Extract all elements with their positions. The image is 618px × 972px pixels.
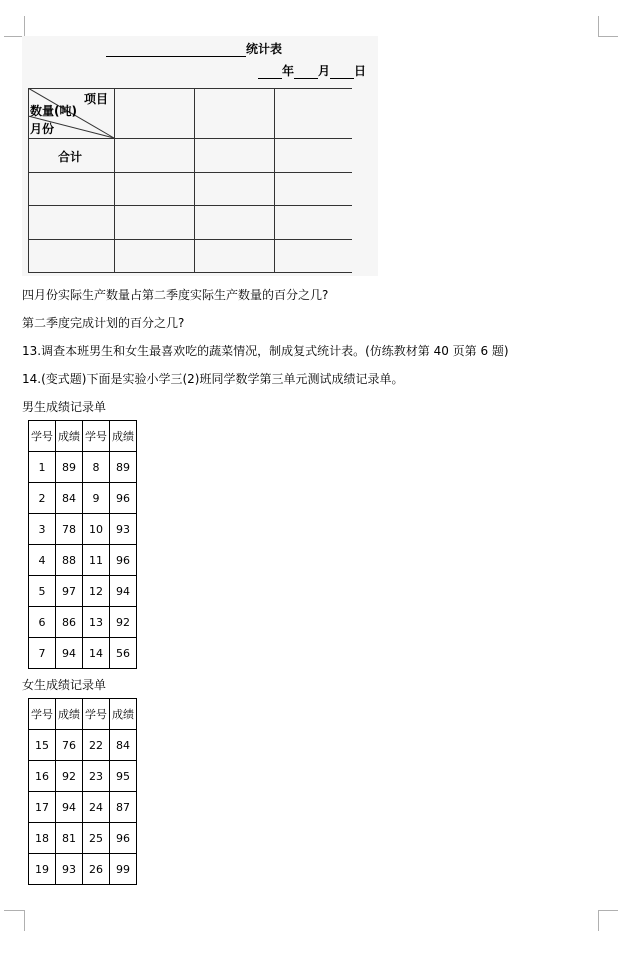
page-corner-mark (4, 16, 25, 37)
table-cell: 81 (56, 823, 83, 854)
boys-table-title: 男生成绩记录单 (22, 400, 107, 414)
header-cell: 成绩 (110, 699, 137, 730)
question-14: 14.(变式题)下面是实验小学三(2)班同学数学第三单元测试成绩记录单。 (22, 372, 404, 386)
table-cell: 8 (83, 452, 110, 483)
table-row (29, 452, 137, 483)
table-cell: 26 (83, 854, 110, 885)
page-corner-mark (598, 16, 618, 37)
table-cell: 24 (83, 792, 110, 823)
year-label: 年 (282, 64, 295, 78)
table-cell: 99 (110, 854, 137, 885)
grid-line (194, 88, 195, 273)
table-row (29, 761, 137, 792)
year-blank (258, 66, 282, 79)
table-cell: 88 (56, 545, 83, 576)
month-blank (294, 66, 318, 79)
table-cell: 93 (56, 854, 83, 885)
table-cell: 96 (110, 823, 137, 854)
table-cell: 95 (110, 761, 137, 792)
table-cell: 14 (83, 638, 110, 669)
header-cell: 学号 (83, 421, 110, 452)
day-blank (330, 66, 354, 79)
table-cell: 6 (29, 607, 56, 638)
table-cell: 18 (29, 823, 56, 854)
table-cell: 19 (29, 854, 56, 885)
header-cell: 成绩 (110, 421, 137, 452)
grid-line (28, 239, 352, 240)
question-plan-percent: 第二季度完成计划的百分之几? (22, 316, 185, 330)
table-cell: 89 (56, 452, 83, 483)
table-header-row (29, 699, 137, 730)
table-cell: 10 (83, 514, 110, 545)
table-cell: 2 (29, 483, 56, 514)
table-cell: 97 (56, 576, 83, 607)
table-cell: 15 (29, 730, 56, 761)
header-cell: 成绩 (56, 421, 83, 452)
table-cell: 84 (110, 730, 137, 761)
page-corner-mark (598, 910, 618, 931)
table-cell: 92 (110, 607, 137, 638)
title-blank (106, 44, 246, 57)
table-cell: 76 (56, 730, 83, 761)
table-cell: 84 (56, 483, 83, 514)
table-cell: 86 (56, 607, 83, 638)
table-cell: 22 (83, 730, 110, 761)
table-row (29, 638, 137, 669)
table-row (29, 576, 137, 607)
girls-table-title: 女生成绩记录单 (22, 678, 107, 692)
table-row (29, 545, 137, 576)
table-cell: 3 (29, 514, 56, 545)
table-cell: 92 (56, 761, 83, 792)
table-cell: 13 (83, 607, 110, 638)
table-cell: 56 (110, 638, 137, 669)
grid-line (28, 272, 352, 273)
table-cell: 4 (29, 545, 56, 576)
table-cell: 17 (29, 792, 56, 823)
table-row (29, 823, 137, 854)
table-cell: 94 (110, 576, 137, 607)
table-cell: 87 (110, 792, 137, 823)
grid-line (28, 172, 352, 173)
girls-score-table (28, 698, 137, 885)
header-quantity-label: 数量(吨) (30, 104, 77, 118)
table-header-row (29, 421, 137, 452)
header-month-label: 月份 (30, 122, 55, 136)
table-cell: 7 (29, 638, 56, 669)
table-cell: 11 (83, 545, 110, 576)
day-label: 日 (354, 64, 367, 78)
table-row (29, 854, 137, 885)
question-april-percent: 四月份实际生产数量占第二季度实际生产数量的百分之几? (22, 288, 329, 302)
grid-line (28, 205, 352, 206)
table-row (29, 730, 137, 761)
table-cell: 94 (56, 638, 83, 669)
table-cell: 23 (83, 761, 110, 792)
question-13: 13.调查本班男生和女生最喜欢吃的蔬菜情况，制成复式统计表。(仿练教材第 40 页第 6 题) (22, 344, 509, 358)
grid-line (274, 88, 275, 273)
header-item-label: 项目 (84, 92, 109, 106)
table-cell: 5 (29, 576, 56, 607)
table-cell: 78 (56, 514, 83, 545)
table-cell: 25 (83, 823, 110, 854)
table-cell: 96 (110, 545, 137, 576)
table-cell: 96 (110, 483, 137, 514)
table-cell: 94 (56, 792, 83, 823)
header-cell: 成绩 (56, 699, 83, 730)
template-title (106, 40, 282, 57)
header-cell: 学号 (29, 421, 56, 452)
total-label: 合计 (58, 150, 83, 164)
table-cell: 89 (110, 452, 137, 483)
page-corner-mark (4, 910, 25, 931)
table-row (29, 792, 137, 823)
table-cell: 9 (83, 483, 110, 514)
table-cell: 93 (110, 514, 137, 545)
month-label: 月 (318, 64, 331, 78)
table-row (29, 607, 137, 638)
statistics-table-template (22, 36, 378, 276)
header-cell: 学号 (29, 699, 56, 730)
table-cell: 12 (83, 576, 110, 607)
table-row (29, 483, 137, 514)
template-date (258, 62, 366, 79)
table-row (29, 514, 137, 545)
table-cell: 1 (29, 452, 56, 483)
header-cell: 学号 (83, 699, 110, 730)
table-cell: 16 (29, 761, 56, 792)
boys-score-table (28, 420, 137, 669)
template-title-text: 统计表 (246, 42, 283, 56)
